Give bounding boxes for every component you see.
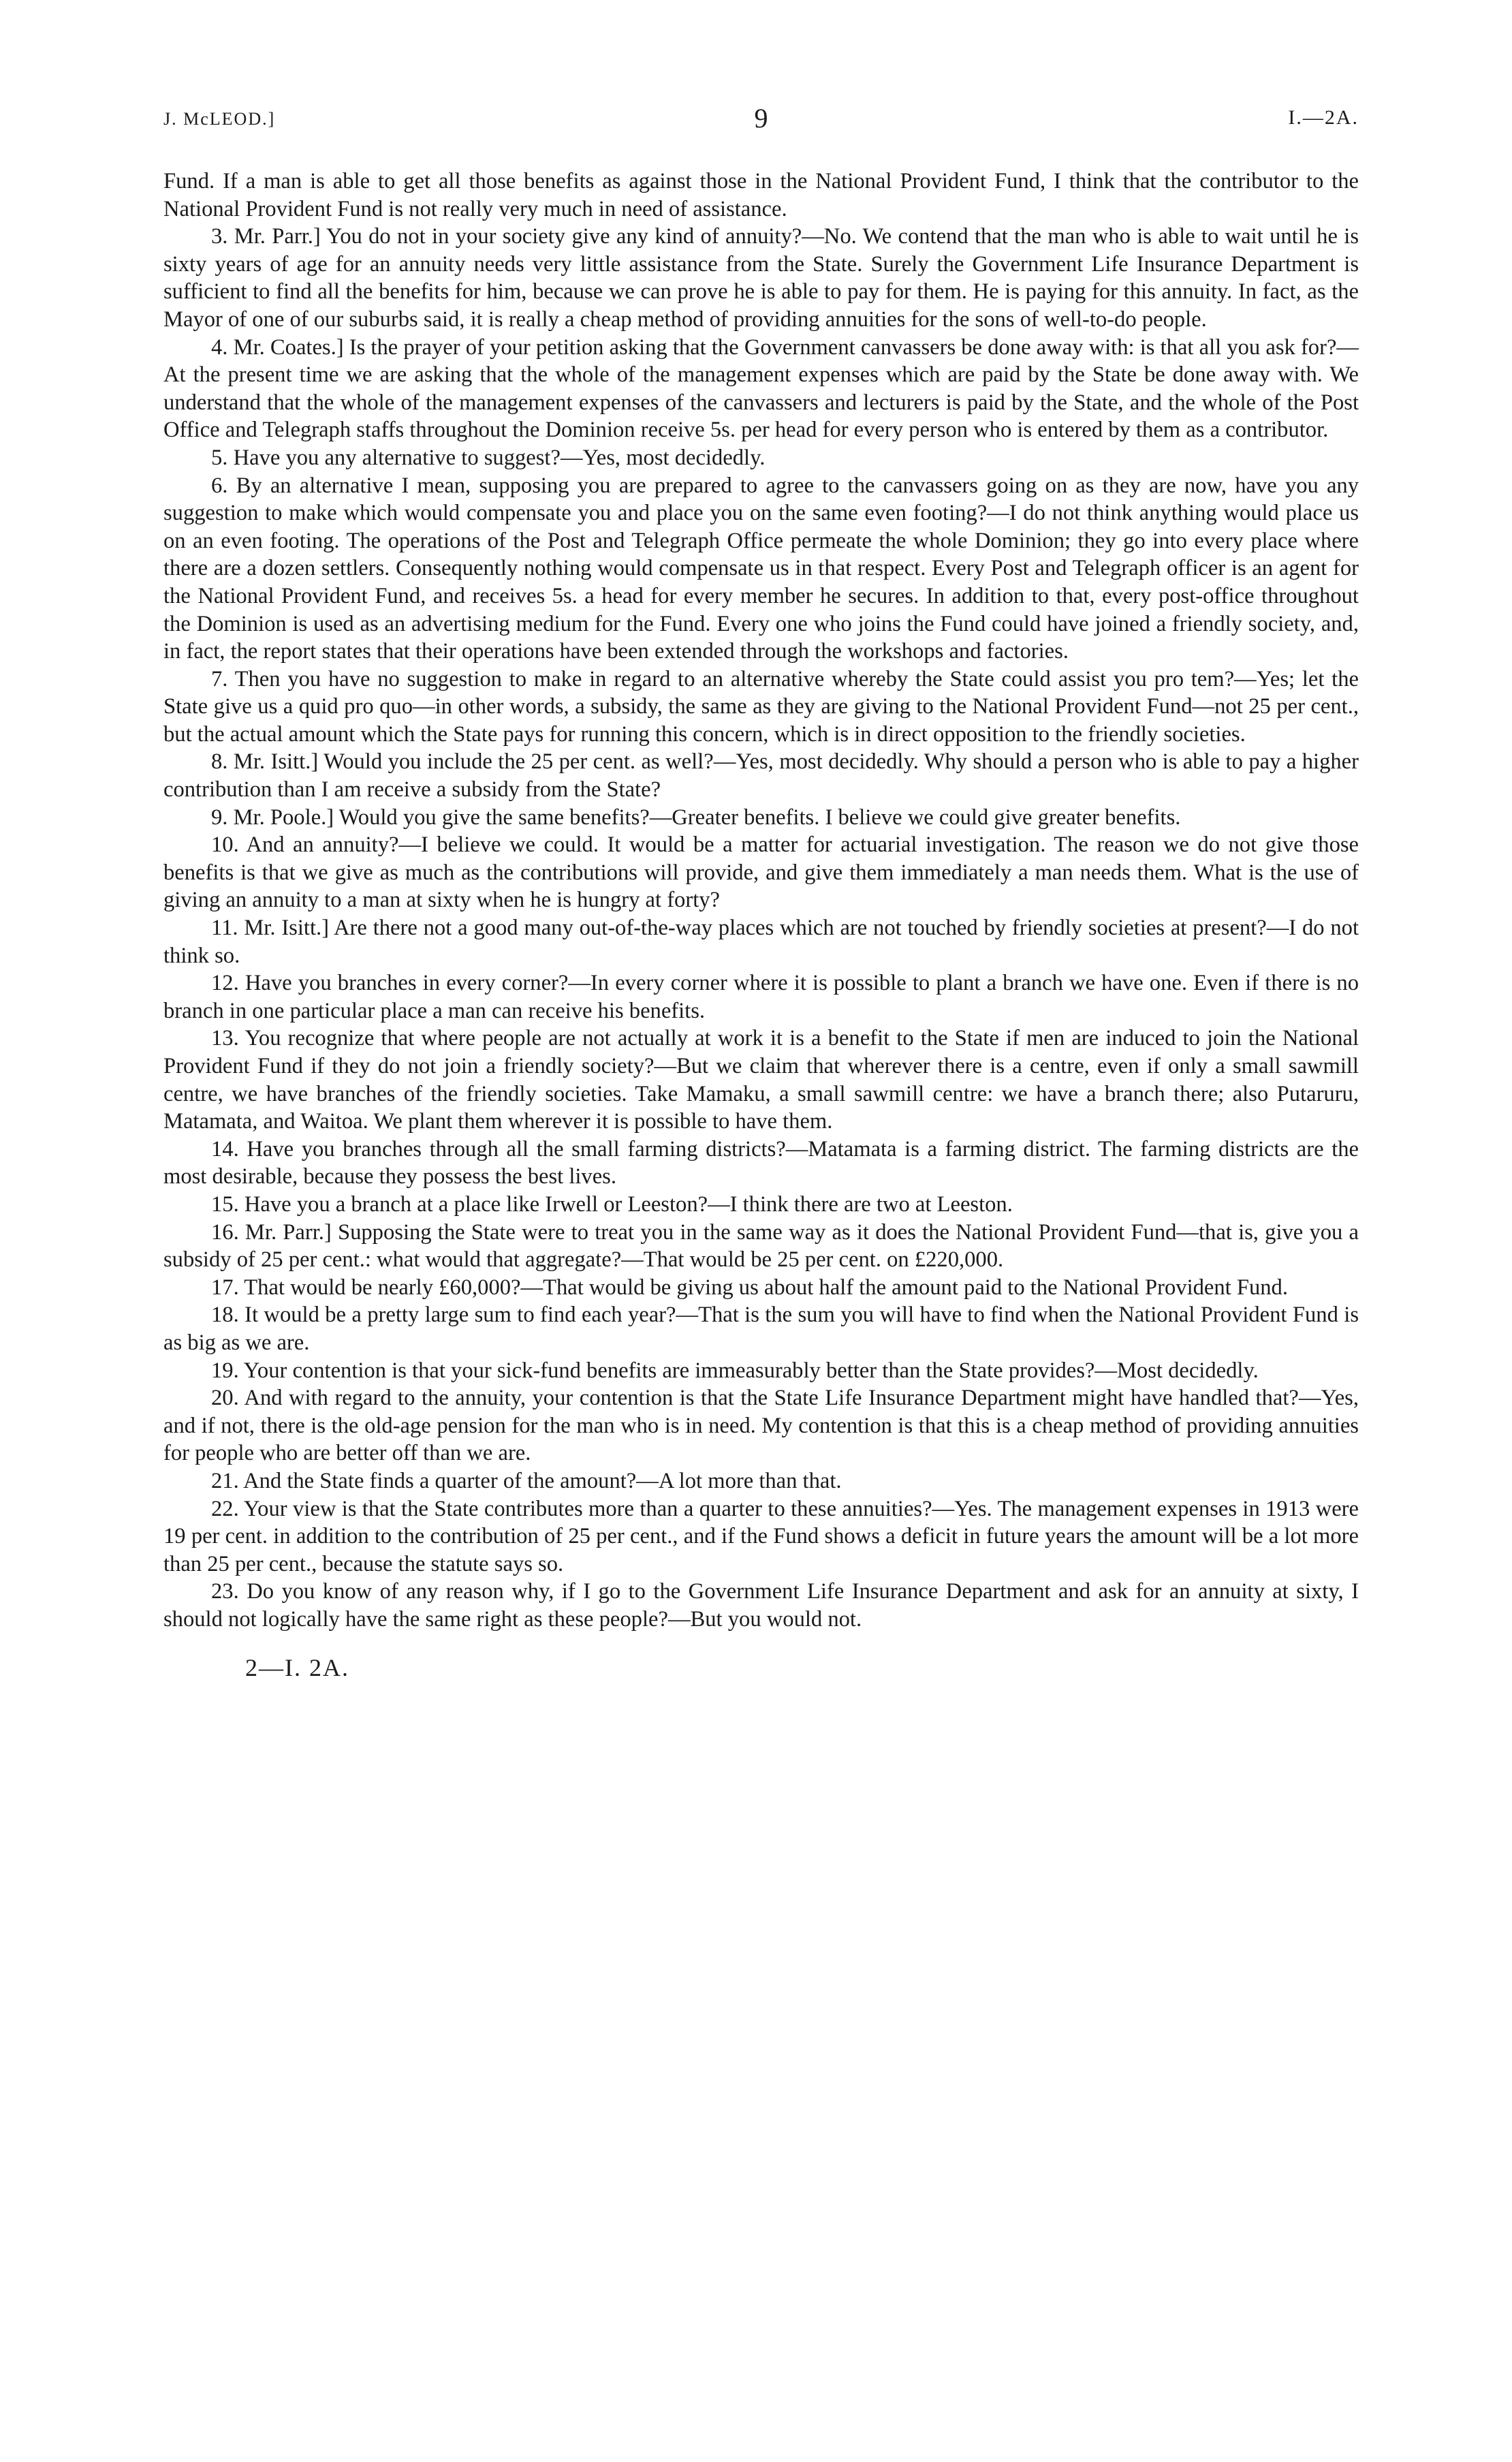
paragraph-9: 9. Mr. Poole.] Would you give the same benefits?—Greater benefits. I believe we could give greater benefits.	[211, 805, 1181, 830]
paragraph-19: 19. Your contention is that your sick-fund benefits are immeasurably better than the State provides?—Most decidedly.	[211, 1358, 1259, 1383]
paragraph-11: 11. Mr. Isitt.] Are there not a good many out-of-the-way places which are not touched by friendly societies at present?—I do not think so.	[163, 916, 1359, 968]
paragraph-6: 6. By an alternative I mean, supposing you are prepared to agree to the canvassers going on as they are now, have you any suggestion to make which would compensate you and place you on the same even footing?—I do not think anything would place us on an even footing. The operations of the Post and Telegraph Office permeate the whole Dominion; they go into every place where there are a dozen settlers. Consequently nothing would compensate us in that respect. Every Post and Telegraph officer is an agent for the National Provident Fund, and receives 5s. a head for every member he secures. In addition to that, every post-office throughout the Dominion is used as an advertising medium for the Fund. Every one who joins the Fund could have joined a friendly society, and, in fact, the report states that their operations have been extended through the workshops and factories.	[163, 473, 1359, 664]
paragraph-continuation: Fund. If a man is able to get all those benefits as against those in the National Provident Fund, I think that the contributor to the National Provident Fund is not really very much in need of assistance.	[163, 169, 1359, 221]
page-number: 9	[754, 103, 768, 134]
paragraph-4: 4. Mr. Coates.] Is the prayer of your petition asking that the Government canvassers be done away with: is that all you ask for?—At the present time we are asking that the whole of the management expenses which are paid by the State be done away with. We understand that the whole of the management expenses of the canvassers and lecturers is paid by the State, and the whole of the Post Office and Telegraph staffs throughout the Dominion receive 5s. per head for every person who is entered by them as a contributor.	[163, 334, 1359, 443]
paragraph-15: 15. Have you a branch at a place like Irwell or Leeston?—I think there are two at Leeston.	[211, 1191, 1013, 1217]
header-paper-reference: I.—2A.	[1288, 106, 1359, 129]
running-head	[163, 102, 1359, 136]
paragraph-21: 21. And the State finds a quarter of the amount?—A lot more than that.	[211, 1468, 842, 1493]
header-witness-name: J. McLEOD.]	[163, 109, 276, 129]
paragraph-20: 20. And with regard to the annuity, your contention is that the State Life Insurance Department might have handled that?—Yes, and if not, there is the old-age pension for the man who is in need. My contention is that this is a cheap method of providing annuities for people who are better off than we are.	[163, 1386, 1359, 1466]
document-page	[163, 102, 1359, 1682]
paragraph-14: 14. Have you branches through all the small farming districts?—Matamata is a farming district. The farming districts are the most desirable, because they possess the best lives.	[163, 1136, 1359, 1189]
signature-mark: 2—I. 2A.	[245, 1654, 349, 1682]
paragraph-23: 23. Do you know of any reason why, if I go to the Government Life Insurance Department and ask for an annuity at sixty, I should not logically have the same right as these people?—But you would not.	[163, 1579, 1359, 1632]
paragraph-5: 5. Have you any alternative to suggest?—Yes, most decidedly.	[211, 445, 766, 470]
body-text	[163, 168, 1359, 1633]
paragraph-8: 8. Mr. Isitt.] Would you include the 25 per cent. as well?—Yes, most decidedly. Why should a person who is able to pay a higher contribution than I am receive a subsidy from the State?	[163, 749, 1359, 803]
paragraph-16: 16. Mr. Parr.] Supposing the State were to treat you in the same way as it does the National Provident Fund—that is, give you a subsidy of 25 per cent.: what would that aggregate?—That would be 25 per cent. on £220,000.	[163, 1219, 1359, 1273]
paragraph-7: 7. Then you have no suggestion to make in regard to an alternative whereby the State could assist you pro tem?—Yes; let the State give us a quid pro quo—in other words, a subsidy, the same as they are giving to the National Provident Fund—not 25 per cent., but the actual amount which the State pays for running this concern, which is in direct opposition to the friendly societies.	[163, 666, 1359, 747]
paragraph-17: 17. That would be nearly £60,000?—That would be giving us about half the amount paid to the National Provident Fund.	[211, 1275, 1288, 1300]
paragraph-13: 13. You recognize that where people are not actually at work it is a benefit to the State if men are induced to join the National Provident Fund if they do not join a friendly society?—But we claim that wherever there is a centre, even if only a small sawmill centre, we have branches of the friendly societies. Take Mamaku, a small sawmill centre: we have a branch there; also Putaruru, Matamata, and Waitoa. We plant them wherever it is possible to have them.	[163, 1026, 1359, 1134]
paragraph-22: 22. Your view is that the State contributes more than a quarter to these annuities?—Yes. The management expenses in 1913 were 19 per cent. in addition to the contribution of 25 per cent., and if the Fund shows a deficit in future years the amount will be a lot more than 25 per cent., because the statute says so.	[163, 1496, 1359, 1576]
paragraph-10: 10. And an annuity?—I believe we could. It would be a matter for actuarial investigation. The reason we do not give those benefits is that we give as much as the contributions will provide, and give them immediately a man needs them. What is the use of giving an annuity to a man at sixty when he is hungry at forty?	[163, 832, 1359, 913]
paragraph-12: 12. Have you branches in every corner?—In every corner where it is possible to plant a branch we have one. Even if there is no branch in one particular place a man can receive his benefits.	[163, 971, 1359, 1023]
paragraph-18: 18. It would be a pretty large sum to find each year?—That is the sum you will have to find when the National Provident Fund is as big as we are.	[163, 1303, 1359, 1355]
paragraph-3: 3. Mr. Parr.] You do not in your society give any kind of annuity?—No. We contend that the man who is able to wait until he is sixty years of age for an annuity needs very little assistance from the State. Surely the Government Life Insurance Department is sufficient to find all the benefits for him, because we can prove he is able to pay for them. He is paying for this annuity. In fact, as the Mayor of one of our suburbs said, it is really a cheap method of providing annuities for the sons of well-to-do people.	[163, 224, 1359, 332]
